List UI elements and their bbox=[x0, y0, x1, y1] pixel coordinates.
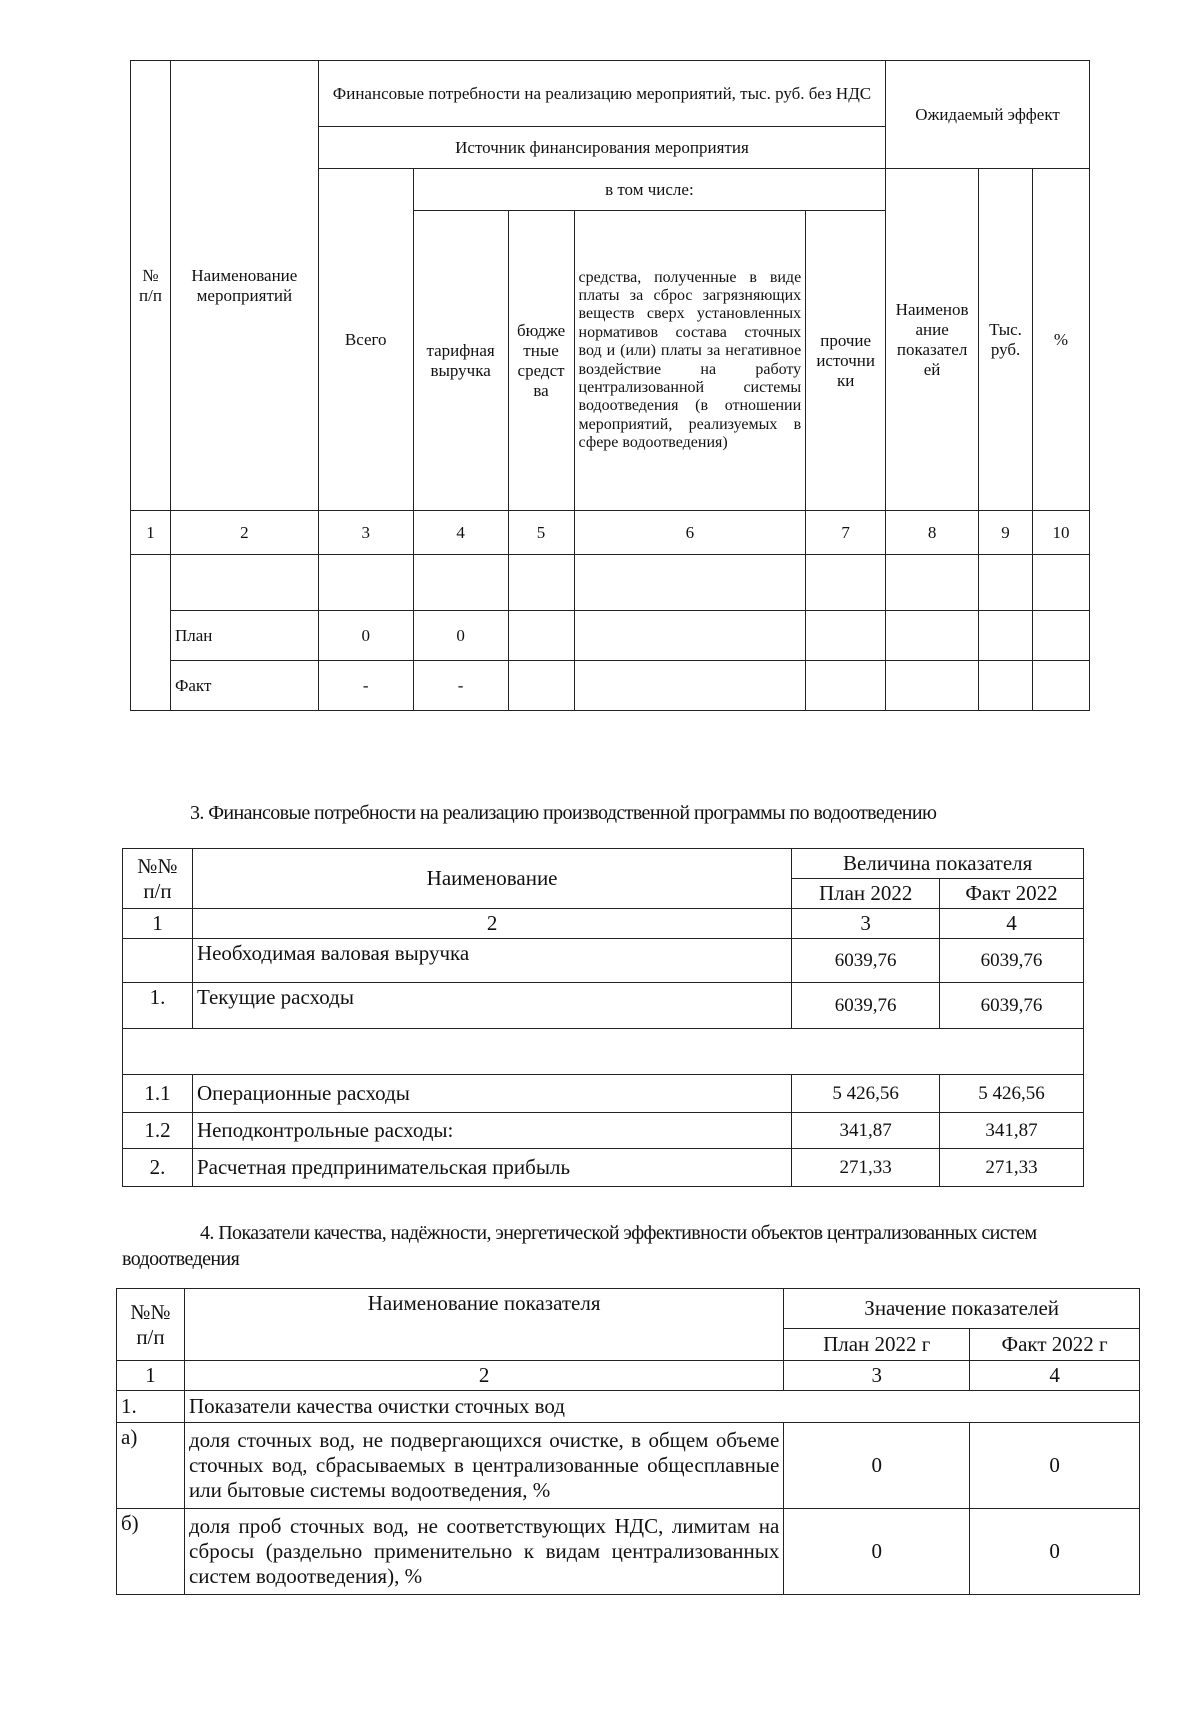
row-fact: 5 426,56 bbox=[940, 1075, 1084, 1113]
thous-rub-header: Тыс. руб. bbox=[979, 169, 1033, 511]
row-name: План bbox=[170, 611, 318, 661]
row-fact: 341,87 bbox=[940, 1113, 1084, 1149]
col-number: 1 bbox=[123, 909, 193, 939]
row-num: 2. bbox=[123, 1149, 193, 1187]
name-header: Наименование показателя bbox=[184, 1289, 783, 1361]
section4-title bbox=[122, 1220, 1132, 1272]
row-name: Факт bbox=[170, 661, 318, 711]
empty-row bbox=[123, 1029, 1084, 1075]
col-number: 3 bbox=[784, 1361, 970, 1391]
col-number: 3 bbox=[792, 909, 940, 939]
row-plan: 271,33 bbox=[792, 1149, 940, 1187]
row-name: Расчетная предпринимательская прибыль bbox=[192, 1149, 791, 1187]
row-name: доля проб сточных вод, не соответствующих НДС, лимитам на сбросы (раздельно применительно к видам централизованных систем водоотведения), % bbox=[184, 1509, 783, 1595]
table-row bbox=[131, 555, 1090, 611]
plan-header: План 2022 bbox=[792, 879, 940, 909]
row-plan: 341,87 bbox=[792, 1113, 940, 1149]
table-row bbox=[123, 983, 1084, 1029]
table-row bbox=[131, 661, 1090, 711]
col-number: 4 bbox=[940, 909, 1084, 939]
table-row bbox=[123, 1113, 1084, 1149]
row-name: Операционные расходы bbox=[192, 1075, 791, 1113]
row-fact: 0 bbox=[970, 1423, 1140, 1509]
percent-header: % bbox=[1033, 169, 1090, 511]
indicator-header: Наименов ание показател ей bbox=[886, 169, 979, 511]
effect-header: Ожидаемый эффект bbox=[886, 61, 1090, 169]
row-num bbox=[123, 939, 193, 983]
financial-needs-table bbox=[130, 60, 1090, 711]
fact-header: Факт 2022 г bbox=[970, 1329, 1140, 1361]
col-num-header: № п/п bbox=[131, 61, 171, 511]
fin-needs-header: Финансовые потребности на реализацию мероприятий, тыс. руб. без НДС bbox=[318, 61, 885, 127]
row-fact: 0 bbox=[970, 1509, 1140, 1595]
col-number: 9 bbox=[979, 511, 1033, 555]
table-row bbox=[123, 939, 1084, 983]
group-name: Показатели качества очистки сточных вод bbox=[184, 1391, 1139, 1423]
fact-header: Факт 2022 bbox=[940, 879, 1084, 909]
row-name: доля сточных вод, не подвергающихся очистке, в общем объеме сточных вод, сбрасываемых в централизованные общесплавные или бытовые системы водоотведения, % bbox=[184, 1423, 783, 1509]
col-number: 6 bbox=[574, 511, 806, 555]
row-name: Текущие расходы bbox=[192, 983, 791, 1029]
table-row bbox=[123, 1149, 1084, 1187]
fees-header: средства, полученные в виде платы за сброс загрязняющих веществ сверх установленных нормативов состава сточных вод и (или) платы за негативное воздействие на работу централизованной системы водоотведения (в отношении мероприятий, реализуемых в сфере водоотведения) bbox=[574, 211, 806, 511]
row-num: 1.1 bbox=[123, 1075, 193, 1113]
row-name: Необходимая валовая выручка bbox=[192, 939, 791, 983]
section4-title-text: 4. Показатели качества, надёжности, энергетической эффективности объектов централизованных систем водоотведения bbox=[122, 1222, 1037, 1270]
row-total: - bbox=[318, 661, 413, 711]
col-name-header: Наименование мероприятий bbox=[170, 61, 318, 511]
row-fact: 271,33 bbox=[940, 1149, 1084, 1187]
value-header: Величина показателя bbox=[792, 849, 1084, 879]
value-header: Значение показателей bbox=[784, 1289, 1140, 1329]
group-num: 1. bbox=[117, 1391, 185, 1423]
table-row bbox=[117, 1423, 1140, 1509]
budget-header: бюдже тные средст ва bbox=[508, 211, 574, 511]
row-fact: 6039,76 bbox=[940, 983, 1084, 1029]
source-header: Источник финансирования мероприятия bbox=[318, 127, 885, 169]
row-plan: 6039,76 bbox=[792, 939, 940, 983]
including-header: в том числе: bbox=[413, 169, 885, 211]
col-number: 4 bbox=[970, 1361, 1140, 1391]
num-header: №№ п/п bbox=[117, 1289, 185, 1361]
row-plan: 5 426,56 bbox=[792, 1075, 940, 1113]
row-tariff: - bbox=[413, 661, 508, 711]
col-number: 5 bbox=[508, 511, 574, 555]
num-header: №№ п/п bbox=[123, 849, 193, 909]
col-number: 8 bbox=[886, 511, 979, 555]
row-total: 0 bbox=[318, 611, 413, 661]
group-row bbox=[117, 1391, 1140, 1423]
row-num: б) bbox=[117, 1509, 185, 1595]
row-num: 1.2 bbox=[123, 1113, 193, 1149]
row-plan: 6039,76 bbox=[792, 983, 940, 1029]
tariff-header: тарифная выручка bbox=[413, 211, 508, 511]
row-fact: 6039,76 bbox=[940, 939, 1084, 983]
other-sources-header: прочие источни ки bbox=[806, 211, 886, 511]
row-tariff: 0 bbox=[413, 611, 508, 661]
col-number: 1 bbox=[117, 1361, 185, 1391]
total-header: Всего bbox=[318, 169, 413, 511]
col-number: 1 bbox=[131, 511, 171, 555]
col-number: 2 bbox=[192, 909, 791, 939]
section3-title: 3. Финансовые потребности на реализацию производственной программы по водоотведению bbox=[190, 802, 937, 824]
col-number: 10 bbox=[1033, 511, 1090, 555]
col-number: 3 bbox=[318, 511, 413, 555]
col-number: 2 bbox=[184, 1361, 783, 1391]
quality-indicators-table bbox=[116, 1288, 1140, 1595]
row-num: 1. bbox=[123, 983, 193, 1029]
row-num: а) bbox=[117, 1423, 185, 1509]
column-number-row bbox=[131, 511, 1090, 555]
row-plan: 0 bbox=[784, 1509, 970, 1595]
row-name: Неподконтрольные расходы: bbox=[192, 1113, 791, 1149]
production-program-table bbox=[122, 848, 1084, 1187]
plan-header: План 2022 г bbox=[784, 1329, 970, 1361]
table-row bbox=[131, 611, 1090, 661]
row-plan: 0 bbox=[784, 1423, 970, 1509]
col-number: 7 bbox=[806, 511, 886, 555]
col-number: 2 bbox=[170, 511, 318, 555]
col-number: 4 bbox=[413, 511, 508, 555]
table-row bbox=[123, 1075, 1084, 1113]
name-header: Наименование bbox=[192, 849, 791, 909]
table-row bbox=[117, 1509, 1140, 1595]
